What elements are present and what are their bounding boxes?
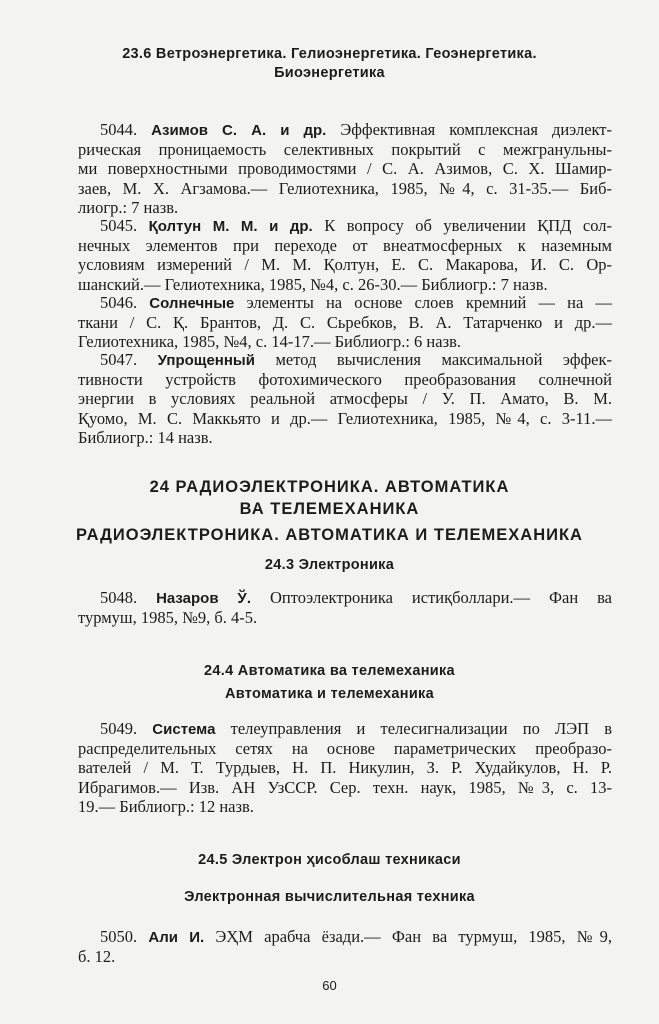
entry-line <box>78 739 612 758</box>
entry-number: 5050. <box>100 927 138 946</box>
entry-line <box>78 758 612 777</box>
entry-text: заев, М. Х. Агзамова.— Гелиотехника, 1985, №4, с. 31-35.— Биб- <box>78 178 612 198</box>
entry-text: турмуш, 1985, №9, б. 4-5. <box>78 608 258 628</box>
entry-text: распределительных сетях на основе параметрических преобразо- <box>78 739 612 759</box>
entry-line <box>78 293 612 313</box>
page-number: 60 <box>322 978 337 993</box>
section-heading-23-6-cont: Биоэнергетика <box>274 65 385 81</box>
entry-text: тивности устройств фотохимического преобразования солнечной <box>78 370 612 390</box>
entry-line <box>78 120 612 140</box>
chapter-heading-24-cont: ВА ТЕЛЕМЕХАНИКА <box>239 500 420 518</box>
entry-text: Ибрагимов.— Изв. АН УзССР. Сер. техн. наук, 1985, №3, с. 13- <box>78 777 612 797</box>
entry-text: Оптоэлектроника истиқболлари.— Фан ва <box>269 588 613 607</box>
entry-text: Гелиотехника, 1985, №4, с. 14-17.— Библиогр.: 6 назв. <box>78 332 461 352</box>
entry-author-bold: Қолтун М. М. и др. <box>148 218 313 235</box>
entry-author-bold: Али И. <box>148 929 205 946</box>
entry-text: Библиогр.: 14 назв. <box>78 427 213 447</box>
entry-line <box>78 313 612 332</box>
entry-text: энергии в условиях реальной атмосферы / У. П. Амато, В. М. <box>78 389 612 409</box>
entry-text: метод вычисления максимальной эффек- <box>275 350 613 369</box>
entry-text: ткани / С. Қ. Брантов, Д. С. Сьребков, В. А. Татарченко и др.— <box>78 313 612 333</box>
entry-line <box>78 927 612 947</box>
section-heading-24-4: 24.4 Автоматика ва телемеханика <box>204 663 455 679</box>
bib-entry <box>78 293 612 352</box>
entry-number: 5045. <box>100 216 138 235</box>
entry-line <box>78 159 612 178</box>
subsection-heading: Электронная вычислительная техника <box>184 889 475 905</box>
entry-text: элементы на основе слоев кремний — на — <box>246 293 612 312</box>
entry-line <box>78 198 612 217</box>
entry-text: рическая проницаемость селективных покрытий с межгранульны- <box>78 140 612 160</box>
entry-line <box>78 389 612 408</box>
entry-text: К вопросу об увеличении ҚПД сол- <box>324 216 612 235</box>
entry-author-bold: Система <box>152 721 216 738</box>
entry-text: Эффективная комплексная диэлект- <box>340 120 613 139</box>
entry-text: шанский.— Гелиотехника, 1985, №4, с. 26-30.— Библиогр.: 7 назв. <box>78 274 548 294</box>
section-heading-24-3: 24.3 Электроника <box>264 557 395 573</box>
section-heading-24-5: 24.5 Электрон ҳисоблаш техникаси <box>198 852 461 868</box>
entry-author-bold: Упрощенный <box>157 352 255 369</box>
entry-number: 5044. <box>100 120 138 139</box>
entry-line <box>78 797 612 816</box>
entry-line <box>78 179 612 198</box>
bib-entry <box>78 350 612 447</box>
entry-line <box>78 332 612 351</box>
entry-line <box>78 778 612 797</box>
entry-number: 5046. <box>100 293 138 312</box>
entry-text: условиям измерений / М. М. Қолтун, Е. С. Макарова, И. С. Ор- <box>78 255 612 275</box>
entry-number: 5049. <box>100 719 138 738</box>
entry-text: ЭҲМ арабча ёзади.— Фан ва турмуш, 1985, №9, <box>215 927 613 946</box>
entry-line <box>78 719 612 739</box>
entry-line <box>78 216 612 236</box>
entry-line <box>78 236 612 255</box>
entry-line <box>78 255 612 274</box>
entry-line <box>78 370 612 389</box>
bib-entry <box>78 216 612 294</box>
chapter-heading-24: 24 РАДИОЭЛЕКТРОНИКА. АВТОМАТИКА <box>149 478 510 496</box>
bib-entry <box>78 588 612 627</box>
entry-line <box>78 608 612 627</box>
entry-line <box>78 140 612 159</box>
entry-author-bold: Назаров Ў. <box>156 590 252 607</box>
entry-line <box>78 428 612 447</box>
bib-entry <box>78 120 612 217</box>
entry-line <box>78 588 612 608</box>
entry-text: Қуомо, М. С. Маккьято и др.— Гелиотехника, 1985, №4, с. 3-11.— <box>78 408 612 428</box>
entry-author-bold: Азимов С. А. и др. <box>151 122 327 139</box>
entry-text: 19.— Библиогр.: 12 назв. <box>78 796 254 816</box>
entry-line <box>78 947 612 966</box>
section-heading-23-6: 23.6 Ветроэнергетика. Гелиоэнергетика. Геоэнергетика. <box>122 46 537 62</box>
entry-line <box>78 350 612 370</box>
entry-number: 5047. <box>100 350 138 369</box>
entry-text: ми поверхностными проводимостями / С. А. Азимов, С. Х. Шамир- <box>78 159 612 179</box>
entry-author-bold: Солнечные <box>149 295 235 312</box>
entry-number: 5048. <box>100 588 138 607</box>
entry-text: телеуправления и телесигнализации по ЛЭП в <box>230 719 612 738</box>
subsection-heading: Автоматика и телемеханика <box>225 686 434 702</box>
entry-line <box>78 275 612 294</box>
bib-entry <box>78 927 612 966</box>
entry-text: б. 12. <box>78 947 116 967</box>
entry-text: вателей / М. Т. Турдыев, Н. П. Никулин, З. Р. Худайкулов, Н. Р. <box>78 758 612 778</box>
entry-line <box>78 409 612 428</box>
chapter-heading-24-ru: РАДИОЭЛЕКТРОНИКА. АВТОМАТИКА И ТЕЛЕМЕХАНИКА <box>76 526 583 544</box>
bib-entry <box>78 719 612 816</box>
entry-text: лиогр.: 7 назв. <box>78 197 179 217</box>
entry-text: нечных элементов при переходе от внеатмосферных к наземным <box>78 236 612 256</box>
